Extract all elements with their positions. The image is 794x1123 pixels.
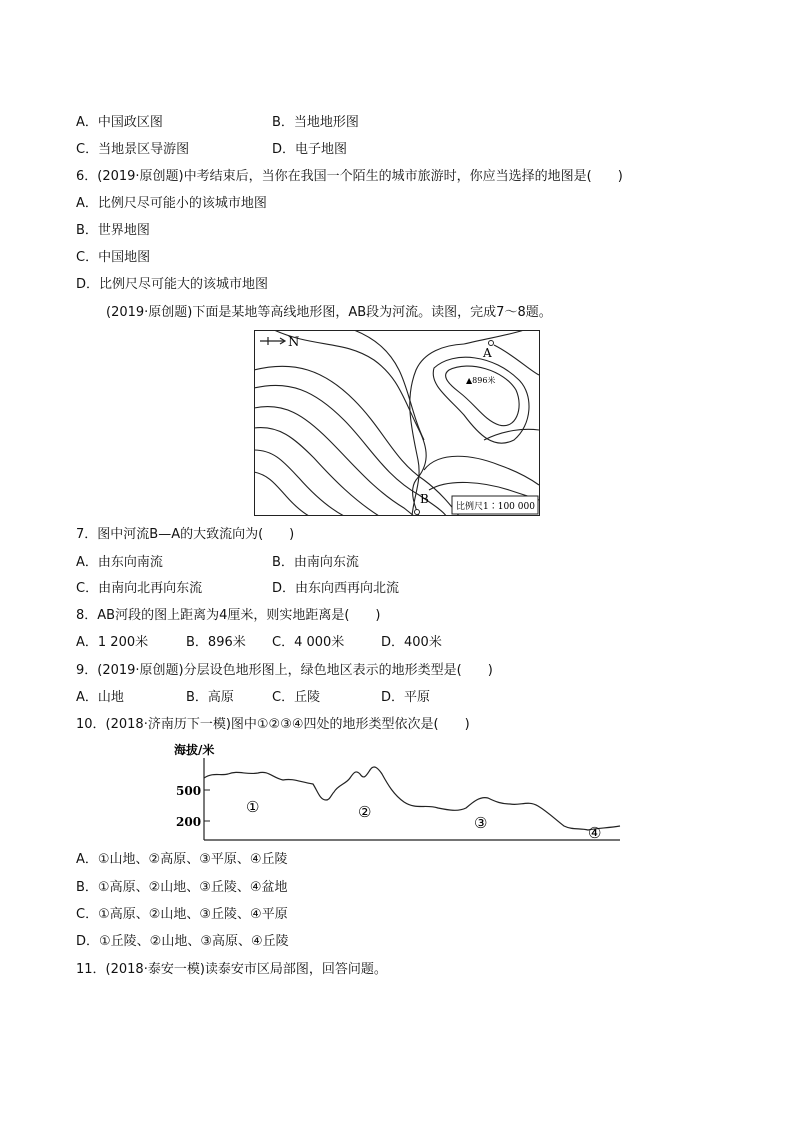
q9-option-d: D．平原 bbox=[381, 690, 431, 705]
scale-label: 比例尺1∶100 000 bbox=[456, 502, 535, 512]
contour-map bbox=[254, 330, 540, 516]
q8-stem: 8．AB河段的图上距离为4厘米，则实地距离是( ) bbox=[76, 608, 381, 623]
tick-500: 500 bbox=[176, 784, 202, 798]
q7-option-c: C．由南向北再向东流 bbox=[76, 581, 203, 596]
q10-stem: 10．(2018·济南历下一模)图中①②③④四处的地形类型依次是( ) bbox=[76, 717, 470, 732]
q5-option-a: A．中国政区图 bbox=[76, 115, 163, 130]
peak-label: ▲896米 bbox=[466, 376, 496, 385]
q8-option-d: D．400米 bbox=[381, 635, 442, 650]
q9-option-b: B．高原 bbox=[186, 690, 234, 705]
q9-option-c: C．丘陵 bbox=[272, 690, 321, 705]
q5-option-d: D．电子地图 bbox=[272, 142, 348, 157]
q8-option-b: B．896米 bbox=[186, 635, 246, 650]
q10-option-a: A．①山地、②高原、③平原、④丘陵 bbox=[76, 852, 288, 867]
q8-option-a: A．1 200米 bbox=[76, 635, 149, 650]
q7-option-b: B．由南向东流 bbox=[272, 555, 359, 570]
q6-option-b: B．世界地图 bbox=[76, 223, 150, 238]
profile-marker-2: ② bbox=[358, 803, 372, 821]
q10-option-d: D．①丘陵、②山地、③高原、④丘陵 bbox=[76, 934, 289, 949]
point-b-label: B bbox=[420, 492, 429, 506]
q6-option-d: D．比例尺尽可能大的该城市地图 bbox=[76, 277, 269, 292]
q6-option-c: C．中国地图 bbox=[76, 250, 151, 265]
q9-stem: 9．(2019·原创题)分层设色地形图上，绿色地区表示的地形类型是( ) bbox=[76, 663, 493, 678]
q10-option-c: C．①高原、②山地、③丘陵、④平原 bbox=[76, 907, 288, 922]
point-a-label: A bbox=[483, 346, 492, 360]
point-a-marker bbox=[489, 341, 494, 346]
q6-option-a: A．比例尺尽可能小的该城市地图 bbox=[76, 196, 267, 211]
q11-stem: 11．(2018·泰安一模)读泰安市区局部图，回答问题。 bbox=[76, 962, 387, 977]
north-label: N bbox=[288, 335, 300, 350]
q7-option-a: A．由东向南流 bbox=[76, 555, 163, 570]
q9-option-a: A．山地 bbox=[76, 690, 124, 705]
point-b-marker bbox=[415, 510, 420, 515]
q10-option-b: B．①高原、②山地、③丘陵、④盆地 bbox=[76, 880, 288, 895]
profile-ylabel: 海拔/米 bbox=[174, 743, 215, 757]
profile-marker-4: ④ bbox=[588, 824, 602, 842]
q7-stem: 7．图中河流B—A的大致流向为( ) bbox=[76, 527, 295, 542]
profile-marker-3: ③ bbox=[474, 814, 488, 832]
elevation-profile bbox=[168, 740, 624, 846]
intro-7-8: (2019·原创题)下面是某地等高线地形图，AB段为河流。读图，完成7～8题。 bbox=[106, 305, 552, 320]
q5-option-c: C．当地景区导游图 bbox=[76, 142, 190, 157]
terrain-profile-line bbox=[204, 767, 620, 830]
profile-marker-1: ① bbox=[246, 798, 260, 816]
q5-option-b: B．当地地形图 bbox=[272, 115, 359, 130]
tick-200: 200 bbox=[176, 815, 202, 829]
q7-option-d: D．由东向西再向北流 bbox=[272, 581, 400, 596]
q6-stem: 6．(2019·原创题)中考结束后，当你在我国一个陌生的城市旅游时，你应当选择的地图是( ) bbox=[76, 169, 623, 184]
q8-option-c: C．4 000米 bbox=[272, 635, 345, 650]
